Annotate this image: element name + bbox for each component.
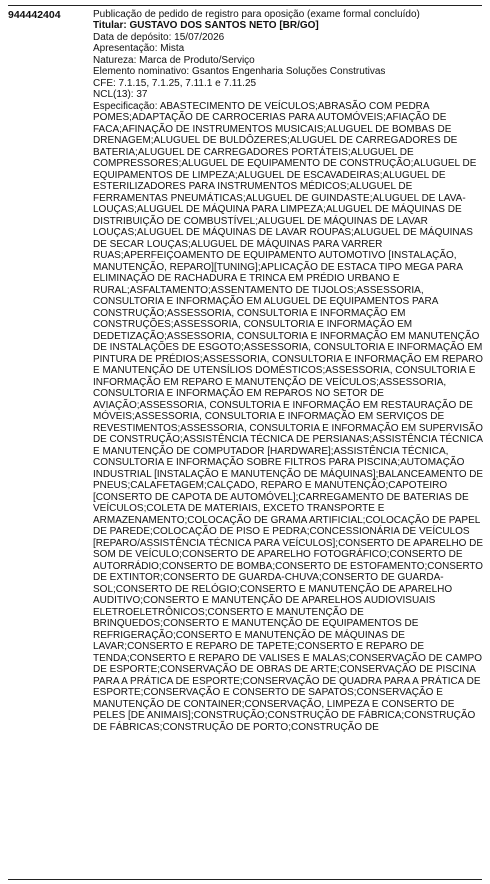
specification-line: FACA;AFINAÇÃO DE INSTRUMENTOS MUSICAIS;ALUGUEL DE BOMBAS DE — [93, 123, 452, 135]
nominative-element: Elemento nominativo: Gsantos Engenharia Soluções Construtivas — [93, 66, 386, 77]
specification-line: [REPARO/ASSISTÊNCIA TÉCNICA PARA VEÍCULOS];CONSERTO DE APARELHO DE — [93, 537, 484, 549]
specification-line: REVESTIMENTOS;ASSESSORIA, CONSULTORIA E INFORMAÇÃO EM SUPERVISÃO — [93, 422, 483, 434]
specification-line: CONSULTORIA E INFORMAÇÃO EM ALUGUEL DE EQUIPAMENTOS PARA — [93, 296, 439, 307]
specification-line: RURAL;ASFALTAMENTO;ASSENTAMENTO DE TIJOLOS;ASSESSORIA, — [93, 284, 424, 296]
specification-line: BRINQUEDOS;CONSERTO E MANUTENÇÃO DE EQUIPAMENTOS DE — [93, 618, 419, 629]
bottom-divider — [8, 879, 482, 880]
specification-line: DE FÁBRICAS;CONSTRUÇÃO DE PORTO;CONSTRUÇÃO DE — [93, 721, 379, 733]
specification-line: LOUÇAS;ALUGUEL DE MÁQUINA PARA LIMPEZA;ALUGUEL DE MÁQUINAS DE — [93, 204, 462, 215]
specification-line: FERRAMENTAS PNEUMÁTICAS;ALUGUEL DE GUINDASTE;ALUGUEL DE LAVA- — [93, 192, 466, 204]
specification-line: LAVAR;CONSERTO E REPARO DE TAPETE;CONSERTO E REPARO DE — [93, 641, 425, 652]
specification-line: CONSTRUÇÕES;ASSESSORIA, CONSULTORIA E INFORMAÇÃO EM — [93, 319, 413, 330]
specification-line: BATERIA;ALUGUEL DE CARREGADORES PORTÁTEIS;ALUGUEL DE — [93, 146, 414, 158]
specification-line: RUAS;APERFEIÇOAMENTO DE EQUIPAMENTO AUTOMOTIVO [INSTALAÇÃO, — [93, 250, 457, 261]
specification-line: DEDETIZAÇÃO;ASSESSORIA, CONSULTORIA E INFORMAÇÃO EM MANUTENÇÃO — [93, 330, 480, 342]
specification-line: AUDITIVO;CONSERTO E MANUTENÇÃO DE APARELHOS AUDIOVISUAIS — [93, 595, 436, 606]
specification-line: Especificação: ABASTECIMENTO DE VEÍCULOS;ABRASÃO COM PEDRA — [93, 100, 430, 112]
specification-line: ESTERILIZADORES PARA INSTRUMENTOS MÉDICOS;ALUGUEL DE — [93, 181, 413, 192]
specification-line: SOL;CONSERTO DE RELÓGIO;CONSERTO E MANUTENÇÃO DE APARELHO — [93, 583, 453, 595]
specification-line: DISTRIBUIÇÃO DE COMBUSTÍVEL;ALUGUEL DE MÁQUINAS DE LAVAR — [93, 215, 428, 227]
specification-text — [93, 101, 485, 734]
specification-line: POMES;ADAPTAÇÃO DE CARROCERIAS PARA AUTOMÓVEIS;AFIAÇÃO DE — [93, 112, 447, 123]
specification-line: PARA A PRÁTICA DE ESPORTE;CONSERVAÇÃO DE QUADRA PARA A PRÁTICA DE — [93, 675, 481, 687]
specification-line: ARMAZENAMENTO;COLOCAÇÃO DE GRAMA ARTIFICIAL;COLOCAÇÃO DE PAPEL — [93, 514, 481, 526]
specification-line: LOUÇAS;ALUGUEL DE MÁQUINAS DE LAVAR ROUPAS;ALUGUEL DE MÁQUINAS — [93, 227, 473, 238]
specification-line: [CONSERTO DE CAPOTA DE AUTOMÓVEL];CARREGAMENTO DE BATERIAS DE — [93, 491, 469, 503]
nature-line: Natureza: Marca de Produto/Serviço — [93, 54, 255, 66]
process-number: 944442404 — [8, 9, 61, 21]
specification-line: PELES [DE ANIMAIS];CONSTRUÇÃO;CONSTRUÇÃO DE FÁBRICA;CONSTRUÇÃO — [93, 710, 476, 721]
cfe-line: CFE: 7.1.15, 7.1.25, 7.11.1 e 7.11.25 — [93, 77, 257, 89]
specification-line: CONSULTORIA E INFORMAÇÃO EM REPAROS NO SETOR DE — [93, 388, 384, 399]
specification-line: ELIMINAÇÃO DE RACHADURA E TRINCA EM PRÉDIO URBANO E — [93, 273, 400, 284]
specification-line: CONSTRUÇÃO;ASSESSORIA, CONSULTORIA E INFORMAÇÃO EM — [93, 307, 406, 319]
specification-line: COMPRESSORES;ALUGUEL DE EQUIPAMENTO DE CONSTRUÇÃO;ALUGUEL DE — [93, 158, 477, 169]
specification-line: AUTORRÁDIO;CONSERTO DE BOMBA;CONSERTO DE ESTOFAMENTO;CONSERTO — [93, 560, 483, 572]
specification-line: AVIAÇÃO;ASSESSORIA, CONSULTORIA E INFORMAÇÃO EM RESTAURAÇÃO DE — [93, 399, 473, 411]
specification-line: MÓVEIS;ASSESSORIA, CONSULTORIA E INFORMAÇÃO EM SERVIÇOS DE — [93, 411, 445, 422]
specification-line: REFRIGERAÇÃO;CONSERTO E MANUTENÇÃO DE MÁQUINAS DE — [93, 629, 405, 641]
holder-line: Titular: GUSTAVO DOS SANTOS NETO [BR/GO] — [93, 20, 319, 31]
specification-line: CONSULTORIA E INFORMAÇÃO SOBRE FILTROS PARA PISCINA;AUTOMAÇÃO — [93, 457, 465, 468]
publication-entry — [93, 9, 485, 734]
presentation-line: Apresentação: Mista — [93, 43, 185, 54]
deposit-date: Data de depósito: 15/07/2026 — [93, 31, 225, 43]
specification-line: DE PAREDE;COLOCAÇÃO DE PISO E PEDRA;CONCESSIONÁRIA DE VEÍCULOS — [93, 526, 470, 537]
specification-line: PINTURA DE PRÉDIOS;ASSESSORIA, CONSULTORIA E INFORMAÇÃO EM REPARO — [93, 353, 483, 365]
specification-line: EQUIPAMENTOS DE LIMPEZA;ALUGUEL DE ESCAVADEIRAS;ALUGUEL DE — [93, 169, 446, 181]
ncl-line: NCL(13): 37 — [93, 89, 148, 100]
specification-line: INDUSTRIAL [INSTALAÇÃO E MANUTENÇÃO DE MÁQUINAS];BALANCEAMENTO DE — [93, 468, 483, 480]
specification-line: DRENAGEM;ALUGUEL DE BULDÔZERES;ALUGUEL DE CARREGADORES DE — [93, 135, 458, 146]
specification-line: MANUTENÇÃO, REPARO][TUNING];APLICAÇÃO DE ESTACA TIPO MEGA PARA — [93, 261, 463, 273]
specification-line: DE SECAR LOUÇAS;ALUGUEL DE MÁQUINAS PARA VARRER — [93, 238, 383, 250]
specification-line: PNEUS;CALAFETAGEM;CALÇADO, REPARO E MANUTENÇÃO;CAPOTEIRO — [93, 480, 448, 491]
specification-line: TENDA;CONSERTO E REPARO DE VALISES E MALAS;CONSERVAÇÃO DE CAMPO — [93, 652, 482, 664]
specification-line: ELETROELETRÔNICOS;CONSERTO E MANUTENÇÃO DE — [93, 606, 364, 618]
specification-line: DE CONSTRUÇÃO;ASSISTÊNCIA TÉCNICA DE PERSIANAS;ASSISTÊNCIA TÉCNICA — [93, 434, 483, 445]
specification-line: E MANUTENÇÃO DE COMPUTADOR [HARDWARE];ASSISTÊNCIA TÉCNICA, — [93, 445, 449, 457]
specification-line: SOM DE VEÍCULO;CONSERTO DE APARELHO FOTOGRÁFICO;CONSERTO DE — [93, 549, 463, 560]
specification-line: MANUTENÇÃO DE CONTAINER;CONSERVAÇÃO, LIMPEZA E CONSERTO DE — [93, 698, 455, 710]
specification-line: DE INSTALAÇÕES DE ESGOTO;ASSESSORIA, CONSULTORIA E INFORMAÇÃO EM — [93, 342, 483, 353]
top-divider — [8, 5, 482, 6]
specification-line: VEÍCULOS;COLETA DE MATERIAIS, EXCETO TRANSPORTE E — [93, 503, 385, 514]
specification-line: ESPORTE;CONSERVAÇÃO E CONSERTO DE SAPATOS;CONSERVAÇÃO E — [93, 687, 443, 698]
specification-line: E MANUTENÇÃO DE UTENSÍLIOS DOMÉSTICOS;ASSESSORIA, CONSULTORIA E — [93, 365, 476, 376]
specification-line: INFORMAÇÃO EM REPARO E MANUTENÇÃO DE VEÍCULOS;ASSESSORIA, — [93, 376, 447, 388]
specification-line: DE ESPORTE;CONSERVAÇÃO DE OBRAS DE ARTE;CONSERVAÇÃO DE PISCINA — [93, 664, 476, 675]
specification-line: DE EXTINTOR;CONSERTO DE GUARDA-CHUVA;CONSERTO DE GUARDA- — [93, 572, 444, 583]
dispatch-description: Publicação de pedido de registro para oposição (exame formal concluído) — [93, 8, 420, 20]
